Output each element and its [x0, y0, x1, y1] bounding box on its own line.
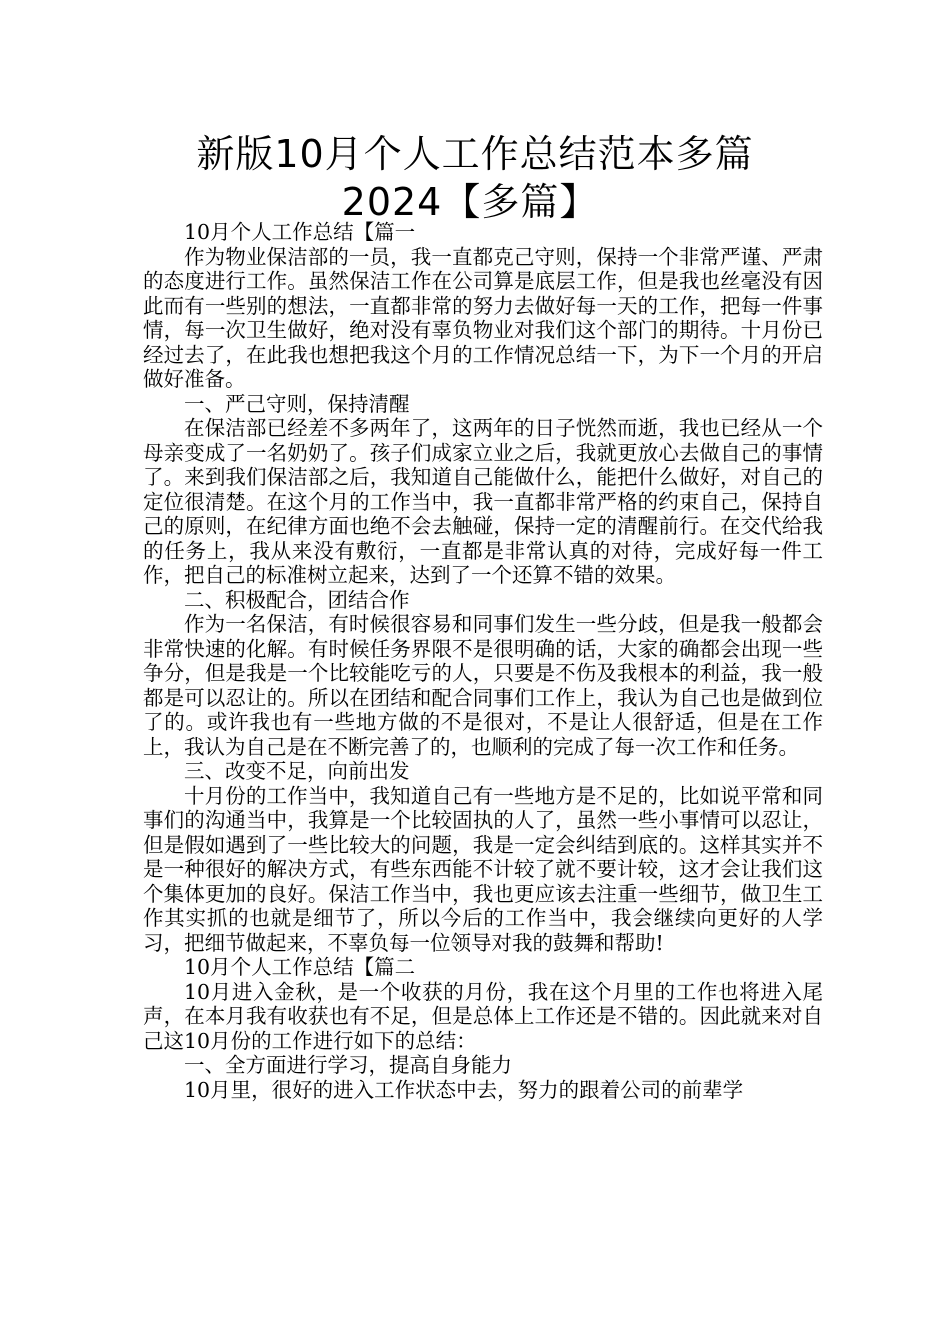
paragraph: 10月里，很好的进入工作状态中去，努力的跟着公司的前辈学	[184, 1077, 744, 1102]
section-heading: 10月个人工作总结【篇一	[184, 220, 416, 244]
paragraph: 在保洁部已经差不多两年了，这两年的日子恍然而逝，我也已经从一个母亲变成了一名奶奶了。孩子们成家立业之后，我就更放心去做自己的事情了。来到我们保洁部之后，我知道自己能做什么，能把什么做好，对自己的定位很清楚。在这个月的工作当中，我一直都非常严格的约束自己，保持自己的原则，在纪律方面也绝不会去触碰，保持一定的清醒前行。在交代给我的任务上，我从来没有敷衍，一直都是非常认真的对待，完成好每一件工作，把自己的标准树立起来，达到了一个还算不错的效果。	[143, 416, 823, 587]
section-heading: 一、全方面进行学习，提高自身能力	[184, 1053, 512, 1077]
section-heading: 10月个人工作总结【篇二	[184, 955, 416, 979]
paragraph: 十月份的工作当中，我知道自己有一些地方是不足的，比如说平常和同事们的沟通当中，我算是一个比较固执的人了，虽然一些小事情可以忍让，但是假如遇到了一些比较大的问题，我是一定会纠结到底的。这样其实并不是一种很好的解决方式，有些东西能不计较了就不要计较，这才会让我们这个集体更加的良好。保洁工作当中，我也更应该去注重一些细节，做卫生工作其实抓的也就是细节了，所以今后的工作当中，我会继续向更好的人学习，把细节做起来，不辜负每一位领导对我的鼓舞和帮助!	[143, 783, 823, 955]
paragraph: 10月进入金秋，是一个收获的月份，我在这个月里的工作也将进入尾声，在本月我有收获也有不足，但是总体上工作还是不错的。因此就来对自己这10月份的工作进行如下的总结：	[143, 979, 823, 1053]
document-title-line-1: 新版10月个人工作总结范本多篇	[196, 132, 754, 176]
document-title-line-2: 2024【多篇】	[341, 180, 599, 224]
section-heading: 三、改变不足，向前出发	[184, 759, 410, 783]
paragraph: 作为物业保洁部的一员，我一直都克己守则，保持一个非常严谨、严肃的态度进行工作。虽然保洁工作在公司算是底层工作，但是我也丝毫没有因此而有一些别的想法，一直都非常的努力去做好每一天的工作，把每一件事情，每一次卫生做好，绝对没有辜负物业对我们这个部门的期待。十月份已经过去了，在此我也想把我这个月的工作情况总结一下，为下一个月的开启做好准备。	[143, 244, 823, 391]
section-heading: 二、积极配合，团结合作	[184, 587, 410, 612]
paragraph: 作为一名保洁，有时候很容易和同事们发生一些分歧，但是我一般都会非常快速的化解。有时候任务界限不是很明确的话，大家的确都会出现一些争分，但是我是一个比较能吃亏的人，只要是不伤及我根本的利益，我一般都是可以忍让的。所以在团结和配合同事们工作上，我认为自己也是做到位了的。或许我也有一些地方做的不是很对，不是让人很舒适，但是在工作上，我认为自己是在不断完善了的，也顺利的完成了每一次工作和任务。	[143, 612, 823, 759]
document-body	[143, 220, 823, 1102]
section-heading: 一、严己守则，保持清醒	[184, 391, 410, 416]
